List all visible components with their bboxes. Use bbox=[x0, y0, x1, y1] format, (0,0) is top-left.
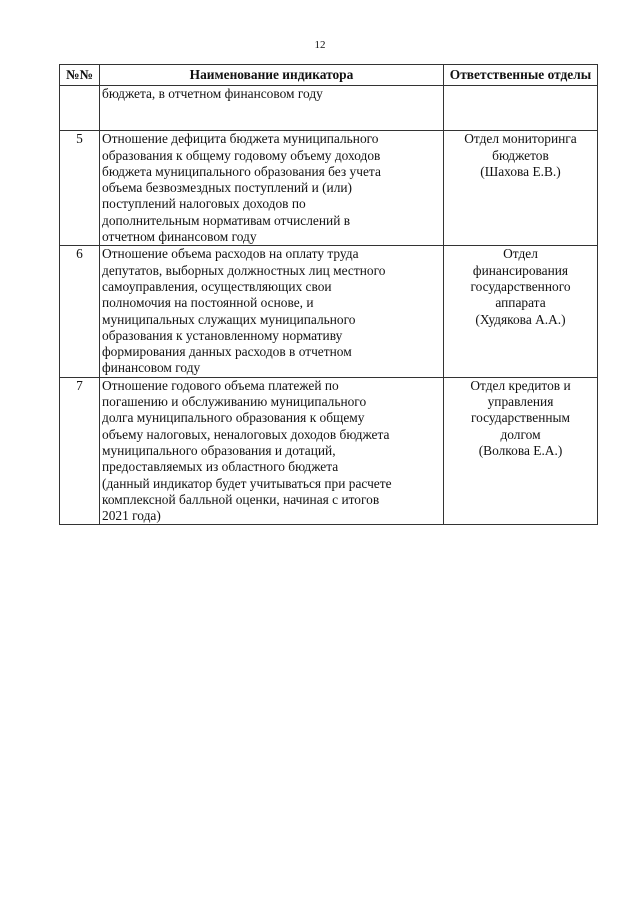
table-header-row bbox=[60, 65, 598, 86]
indicator-name-line: Отношение дефицита бюджета муниципального bbox=[102, 131, 379, 147]
indicator-name-line: предоставляемых из областного бюджета bbox=[102, 459, 339, 475]
indicator-name bbox=[100, 131, 444, 246]
indicator-name bbox=[100, 377, 444, 525]
indicator-name-line: формирования данных расходов в отчетном bbox=[102, 344, 352, 360]
department-line: аппарата bbox=[495, 295, 546, 311]
page-number: 12 bbox=[314, 39, 326, 51]
department-line: (Шахова Е.В.) bbox=[480, 163, 561, 179]
indicator-name-line: бюджета муниципального образования без учета bbox=[102, 163, 381, 179]
department-line: Отдел мониторинга bbox=[464, 131, 577, 147]
department-line: Отдел кредитов и bbox=[470, 377, 571, 393]
indicator-name-line: (данный индикатор будет учитываться при расчете bbox=[102, 475, 392, 491]
indicator-name-line: депутатов, выборных должностных лиц местного bbox=[102, 262, 386, 278]
header-departments-line: Ответственные bbox=[449, 67, 545, 82]
header-departments-line: отделы bbox=[547, 67, 592, 82]
department-line: (Волкова Е.А.) bbox=[478, 442, 563, 458]
indicator-name-line: муниципальных служащих муниципального bbox=[102, 311, 356, 327]
responsible-department bbox=[444, 377, 598, 525]
responsible-department bbox=[444, 131, 598, 246]
department-line: финансирования bbox=[472, 262, 569, 278]
responsible-department bbox=[444, 86, 598, 131]
indicator-name-line: образования к общему годовому объему доходов bbox=[102, 147, 381, 163]
indicator-name-line: финансовом году bbox=[102, 360, 201, 376]
indicator-name-line: муниципального образования и дотаций, bbox=[102, 442, 336, 458]
department-line: государственным bbox=[470, 410, 571, 426]
row-number bbox=[60, 86, 100, 131]
table-row bbox=[60, 86, 598, 131]
indicators-table bbox=[59, 64, 598, 525]
indicator-name-line: 2021 года) bbox=[102, 508, 161, 524]
row-number: 6 bbox=[60, 246, 100, 377]
table-row bbox=[60, 246, 598, 377]
indicator-name-line: Отношение годового объема платежей по bbox=[102, 377, 339, 393]
indicator-name-line: бюджета, в отчетном финансовом году bbox=[102, 86, 323, 102]
indicator-name-line: полномочия на постоянной основе, и bbox=[102, 295, 314, 311]
indicator-name bbox=[100, 86, 444, 131]
header-departments bbox=[444, 65, 598, 86]
responsible-department bbox=[444, 246, 598, 377]
indicator-name-line: объему налоговых, неналоговых доходов бюджета bbox=[102, 426, 390, 442]
indicator-name-line: самоуправления, осуществляющих свои bbox=[102, 278, 332, 294]
indicator-name-line: Отношение объема расходов на оплату труда bbox=[102, 246, 359, 262]
indicator-name-line: комплексной балльной оценки, начиная с итогов bbox=[102, 491, 380, 507]
department-line: Отдел bbox=[503, 246, 538, 262]
indicator-name-line: образования к установленному нормативу bbox=[102, 327, 343, 343]
row-number: 7 bbox=[60, 377, 100, 525]
indicator-name-line: погашению и обслуживанию муниципального bbox=[102, 394, 367, 410]
department-line: (Худякова А.А.) bbox=[475, 311, 566, 327]
table-row bbox=[60, 131, 598, 246]
indicator-name-line: дополнительным нормативам отчислений в bbox=[102, 212, 351, 228]
department-line: бюджетов bbox=[492, 147, 549, 163]
indicator-name bbox=[100, 246, 444, 377]
indicator-name-line: отчетном финансовом году bbox=[102, 229, 257, 245]
department-line: государственного bbox=[470, 278, 571, 294]
header-number: №№ bbox=[60, 65, 100, 86]
indicator-name-line: поступлений налоговых доходов по bbox=[102, 196, 306, 212]
row-number: 5 bbox=[60, 131, 100, 246]
indicator-name-line: объема безвозмездных поступлений и (или) bbox=[102, 180, 353, 196]
indicator-name-line: долга муниципального образования к общему bbox=[102, 410, 365, 426]
header-indicator-name: Наименование индикатора bbox=[100, 65, 444, 86]
table-row bbox=[60, 377, 598, 525]
department-line: долгом bbox=[500, 426, 541, 442]
department-line: управления bbox=[487, 394, 554, 410]
